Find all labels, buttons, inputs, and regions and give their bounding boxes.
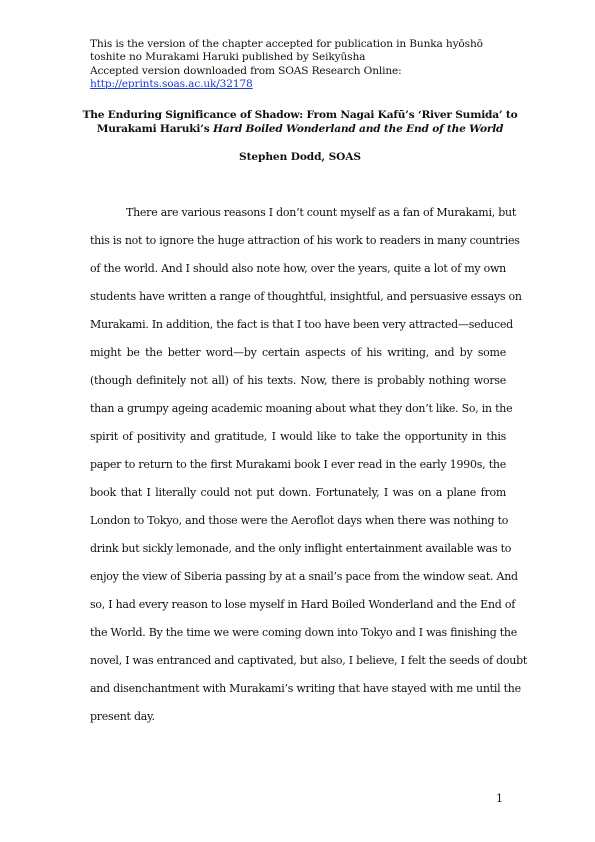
body-line: present day. [90,710,155,723]
notice-line-3: Accepted version downloaded from SOAS Research Online: [90,64,402,77]
body-line: London to Tokyo, and those were the Aeroflot days when there was nothing to [90,514,509,527]
body-line: drink but sickly lemonade, and the only inflight entertainment available was to [90,542,512,555]
body-line: the World. By the time we were coming down into Tokyo and I was finishing the [90,626,518,639]
body-paragraph [90,205,528,737]
body-line: and disenchantment with Murakami’s writing that have stayed with me until the [90,682,521,695]
body-line: novel, I was entranced and captivated, but also, I believe, I felt the seeds of doubt [90,654,528,667]
author-line: Stephen Dodd, SOAS [239,151,361,163]
body-line: Murakami. In addition, the fact is that I too have been very attracted—seduced [90,318,513,331]
title-line-1: The Enduring Significance of Shadow: From Nagai Kafū’s ‘River Sumida’ to [82,109,518,121]
body-line: There are various reasons I don’t count myself as a fan of Murakami, but [126,206,517,219]
title-line-2 [70,122,530,136]
publication-notice [90,38,530,91]
page-number: 1 [496,792,503,805]
notice-line-1: This is the version of the chapter accepted for publication in Bunka hyōshō [90,38,483,50]
body-line: so, I had every reason to lose myself in Hard Boiled Wonderland and the End of [90,598,516,611]
repository-link[interactable]: http://eprints.soas.ac.uk/32178 [90,77,253,90]
body-line: of the world. And I should also note how, over the years, quite a lot of my own [90,262,506,275]
body-line: (though definitely not all) of his texts. Now, there is probably nothing worse [90,374,506,387]
body-line: enjoy the view of Siberia passing by at a snail’s pace from the window seat. And [90,570,518,583]
body-line: than a grumpy ageing academic moaning about what they don’t like. So, in the [90,402,513,415]
body-line: students have written a range of thoughtful, insightful, and persuasive essays on [90,290,522,303]
notice-line-2: toshite no Murakami Haruki published by Seikyūsha [90,51,366,64]
body-line: spirit of positivity and gratitude, I would like to take the opportunity in this [90,430,506,443]
body-line: paper to return to the first Murakami book I ever read in the early 1990s, the [90,458,506,471]
body-line: book that I literally could not put down. Fortunately, I was on a plane from [90,486,506,499]
body-line: might be the better word—by certain aspects of his writing, and by some [90,346,506,359]
body-line: this is not to ignore the huge attraction of his work to readers in many countries [90,234,520,247]
title-line-2-prefix: Murakami Haruki’s [96,123,213,136]
chapter-title [70,108,530,136]
title-line-2-italic: Hard Boiled Wonderland and the End of the World [212,123,504,136]
